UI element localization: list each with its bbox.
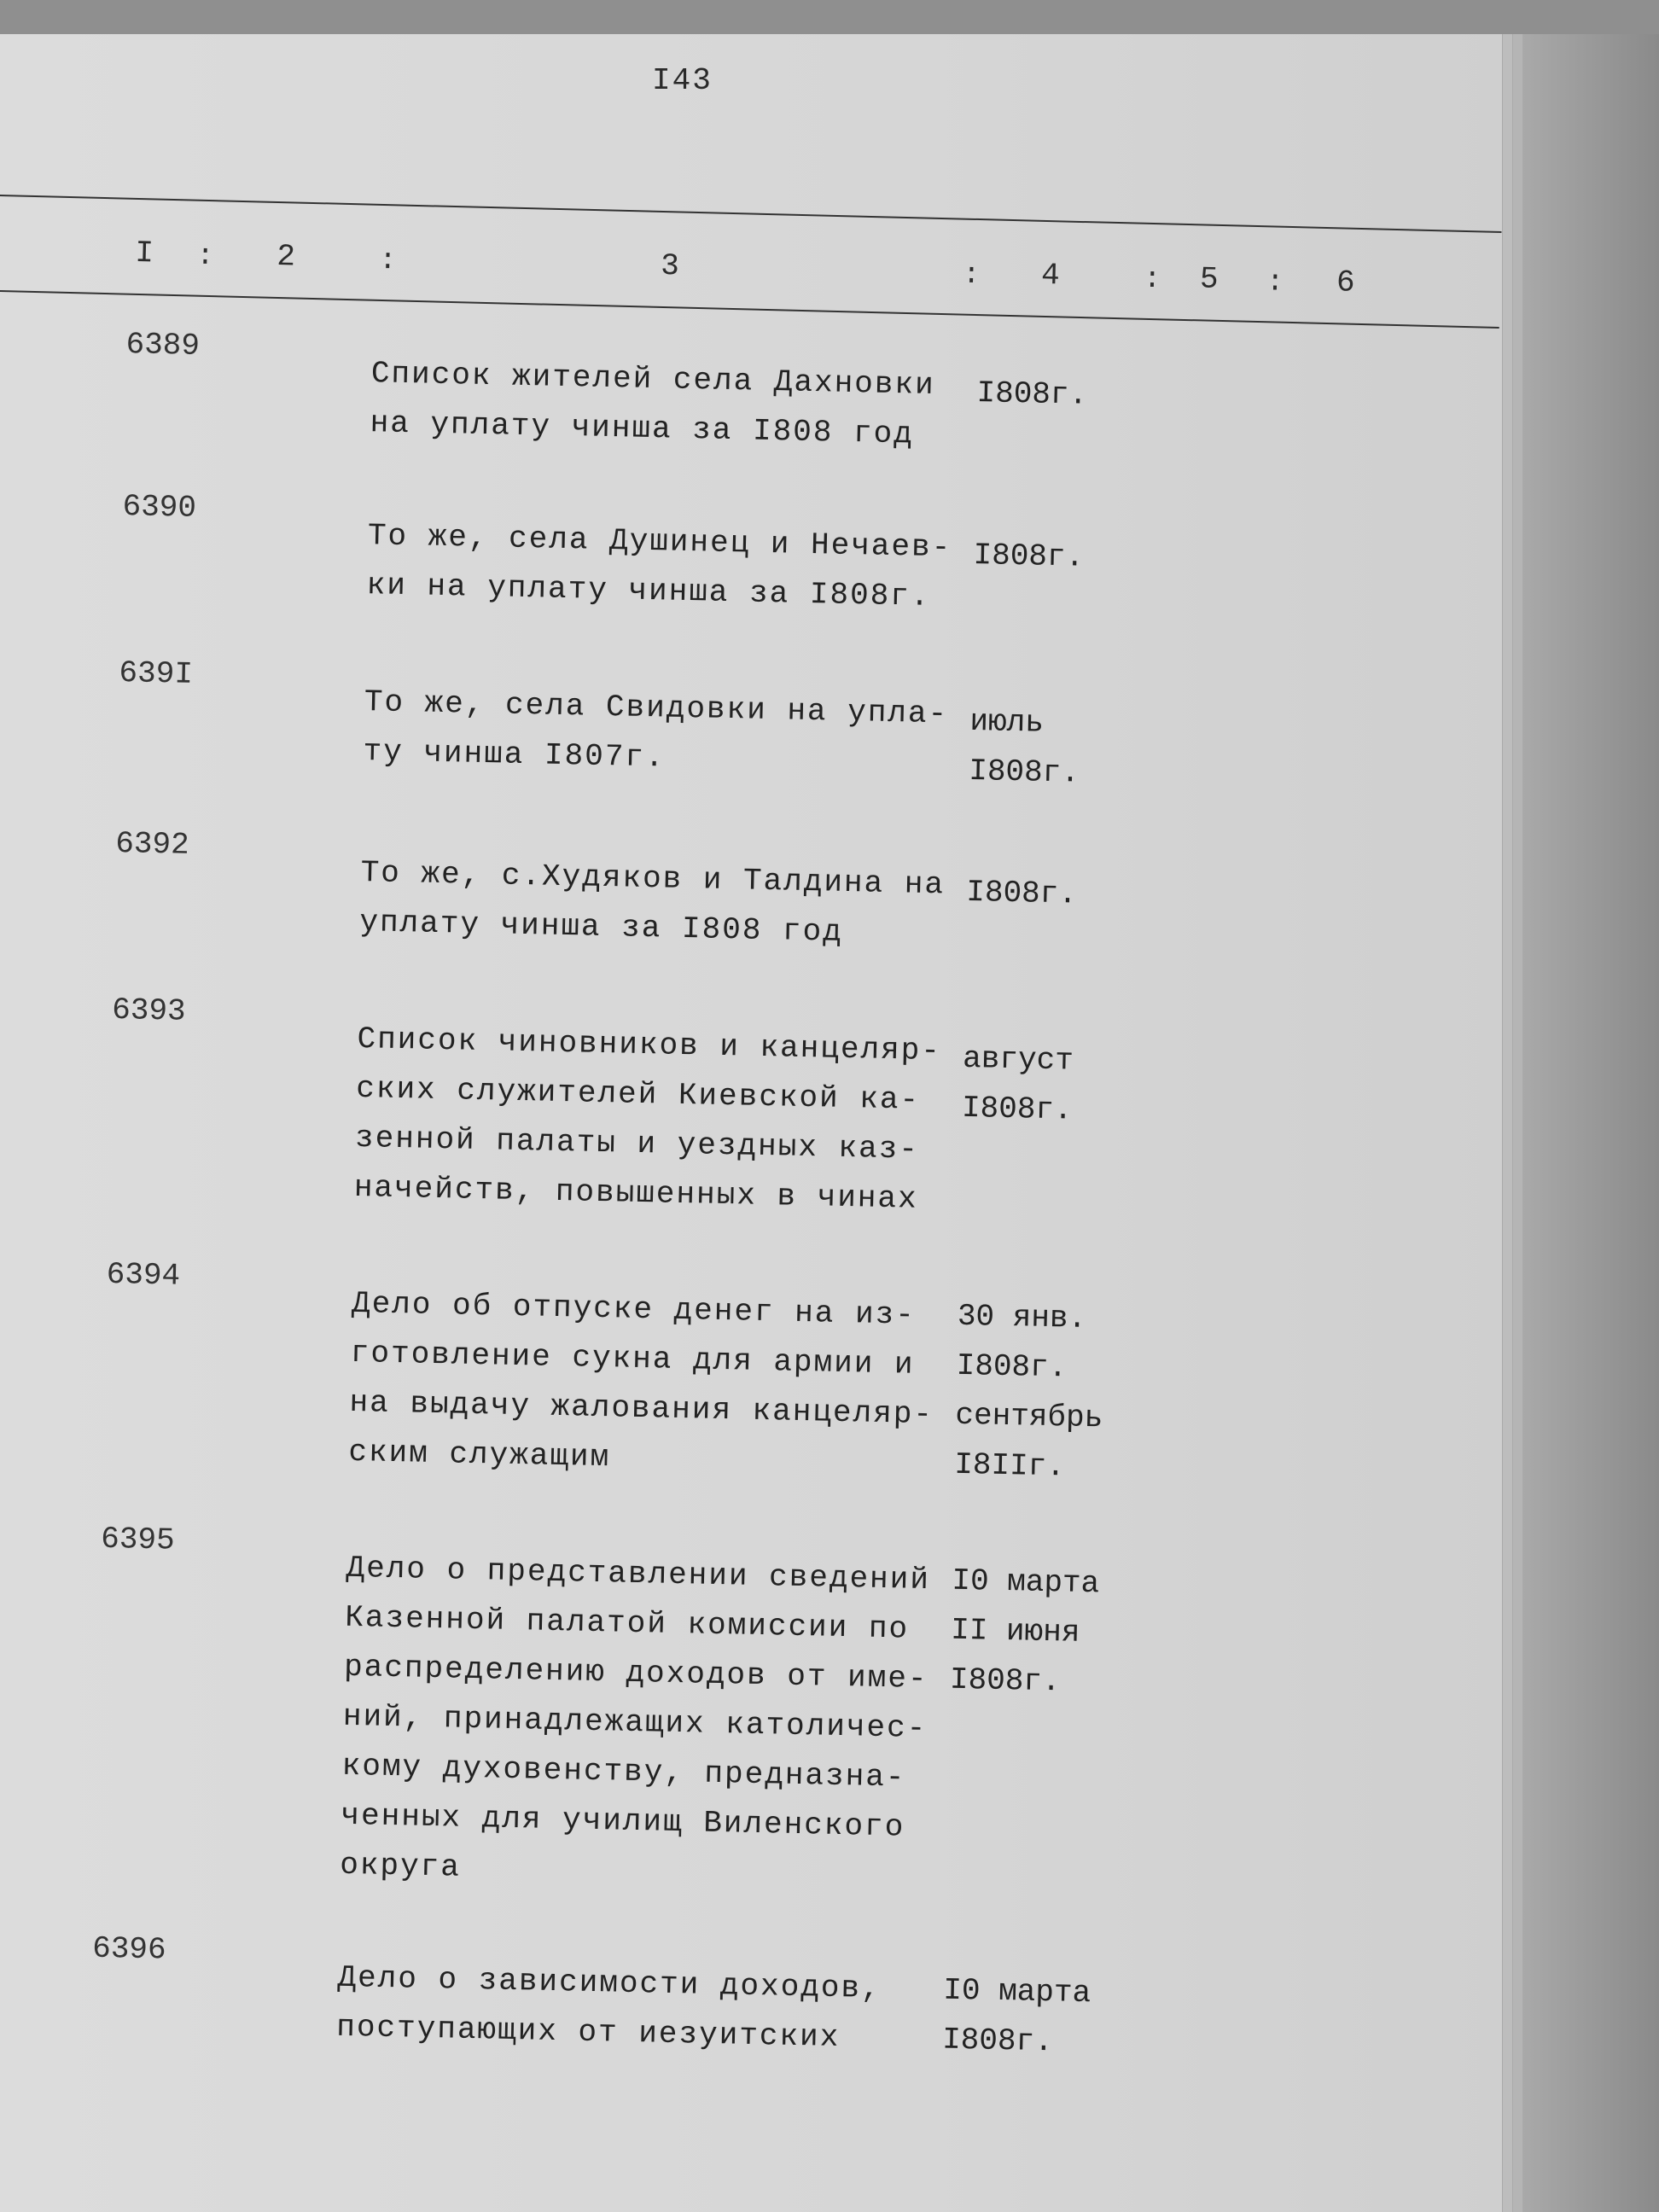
record-date: I0 марта II июня I808г. bbox=[949, 1563, 1100, 1700]
column-separator: : bbox=[1266, 266, 1284, 300]
column-separator: : bbox=[378, 244, 398, 278]
record-date: I808г. bbox=[965, 874, 1078, 912]
record-number: 6389 bbox=[125, 327, 201, 364]
page-number: I43 bbox=[652, 63, 713, 98]
record-number: 6390 bbox=[122, 489, 197, 526]
record-row bbox=[0, 1254, 1431, 1485]
record-description: Список чиновников и канцеляр- ских служителей Киевской ка- зенной палаты и уездных каз- начейств, повышенных в чинах bbox=[353, 1021, 942, 1217]
record-date: август I808г. bbox=[961, 1040, 1074, 1128]
record-description: Дело о зависимости доходов, поступающих от иезуитских bbox=[335, 1959, 882, 2056]
column-header-5: 5 bbox=[1199, 261, 1220, 297]
record-number: 6396 bbox=[91, 1930, 166, 1968]
record-date: 30 янв. I808г. сентябрь I8IIг. bbox=[953, 1298, 1103, 1485]
record-description: То же, села Душинец и Нечаев- ки на уплату чинша за I808г. bbox=[366, 518, 952, 614]
record-date: июль I808г. bbox=[968, 703, 1080, 791]
record-row bbox=[0, 486, 1447, 614]
record-row bbox=[0, 1929, 1417, 2060]
column-header-1: I bbox=[134, 235, 154, 271]
column-separator: : bbox=[1143, 263, 1161, 297]
record-row bbox=[0, 824, 1440, 950]
header-rule-top bbox=[0, 195, 1501, 233]
record-description: Дело о представлении сведений Казенной палатой комиссии по распределению доходов от име- ний, принадлежащих католичес- кому духовенству, предназна- ченных для училищ Виленского округа bbox=[339, 1550, 931, 1885]
record-description: То же, с.Худяков и Талдина на уплату чинша за I808 год bbox=[358, 854, 946, 950]
record-row bbox=[0, 653, 1444, 791]
column-separator: : bbox=[195, 240, 215, 274]
record-number: 6393 bbox=[111, 992, 187, 1029]
records-list bbox=[0, 324, 1502, 2147]
record-number: 6392 bbox=[114, 825, 190, 863]
record-row bbox=[0, 1519, 1425, 1885]
paper-stack-edge bbox=[1522, 34, 1659, 2212]
record-row bbox=[0, 990, 1436, 1217]
column-header-4: 4 bbox=[1040, 257, 1061, 294]
record-number: 6394 bbox=[106, 1256, 181, 1294]
record-date: I808г. bbox=[973, 537, 1085, 575]
record-number: 6395 bbox=[100, 1521, 176, 1558]
column-header-6: 6 bbox=[1336, 265, 1356, 300]
document-page bbox=[0, 34, 1502, 2212]
record-date: I0 марта I808г. bbox=[941, 1972, 1091, 2060]
record-description: Список жителей села Дахновки на уплату чинша за I808 год bbox=[370, 356, 936, 452]
record-description: Дело об отпуске денег на из- готовление сукна для армии и на выдачу жалования канцеляр- ским служащим bbox=[347, 1285, 934, 1476]
record-date: I808г. bbox=[976, 375, 1088, 413]
column-separator: : bbox=[962, 259, 981, 293]
record-number: 639I bbox=[119, 655, 194, 692]
column-header-3: 3 bbox=[660, 247, 680, 284]
column-header-2: 2 bbox=[276, 238, 296, 275]
record-description: То же, села Свидовки на упла- ту чинша I807г. bbox=[363, 684, 949, 776]
